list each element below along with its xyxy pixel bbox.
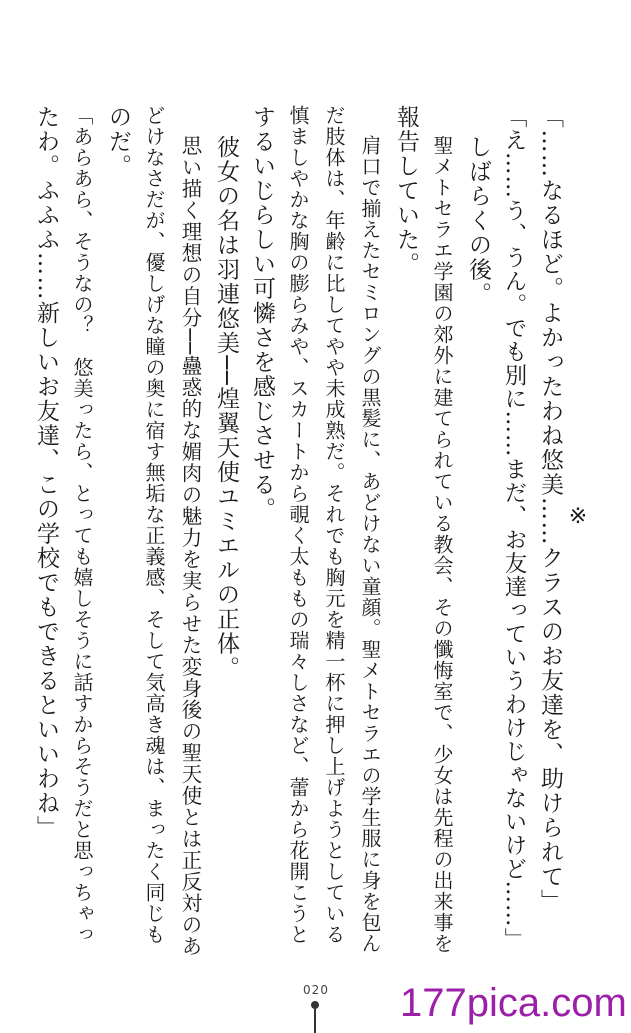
text-column: どけなさだが、優しげな瞳の奥に宿す無垢な正義感、そして気高き魂は、まったく同じも [142, 105, 166, 945]
text-column: 慎ましやかな胸の膨らみや、スカートから覗く太ももの瑞々しさなど、蕾から花開こうと [286, 105, 310, 945]
text-column: だ肢体は、年齢に比してやや未成熟だ。それでも胸元を精一杯に押し上げようとしている [322, 105, 346, 945]
watermark: 177pica.com [400, 981, 627, 1025]
text-column: たわ。ふふふ……新しいお友達、この学校でもできるといいわね」 [33, 105, 59, 840]
page-marker-line [314, 1009, 316, 1033]
text-column: するいじらしい可憐さを感じさせる。 [249, 105, 275, 522]
text-column: しばらくの後。 [465, 135, 491, 307]
text-column: 聖メトセラエ学園の郊外に建てられている教会、その懺悔室で、少女は先程の出来事を [430, 135, 454, 954]
dialogue-line-1: 「……なるほど。よかったわね悠美……クラスのお友達を、助けられて」 [537, 105, 563, 914]
page-marker-dot [311, 1001, 319, 1009]
text-column: 「あらあら、そうなの？ 悠美ったら、とっても嬉しそうに話すからそうだと思っちゃっ [70, 105, 94, 945]
page-number: 020 [303, 983, 329, 997]
text-column: 彼女の名は羽連悠美──煌翼天使ユミエルの正体。 [213, 135, 239, 681]
text-column: 肩口で揃えたセミロングの黒髪に、あどけない童顔。聖メトセラエの学生服に身を包ん [358, 135, 382, 954]
text-column: 思い描く理想の自分──蠱惑的な媚肉の魅力を実らせた変身後の聖天使とは正反対のあ [178, 135, 202, 958]
scene-break-mark: ※ [568, 504, 588, 529]
dialogue-line-2: 「え……う、うん。でも別に……まだ、お友達っていうわけじゃないけど……」 [501, 105, 527, 951]
text-column: のだ。 [105, 105, 131, 179]
text-column: 報告していた。 [393, 105, 419, 277]
